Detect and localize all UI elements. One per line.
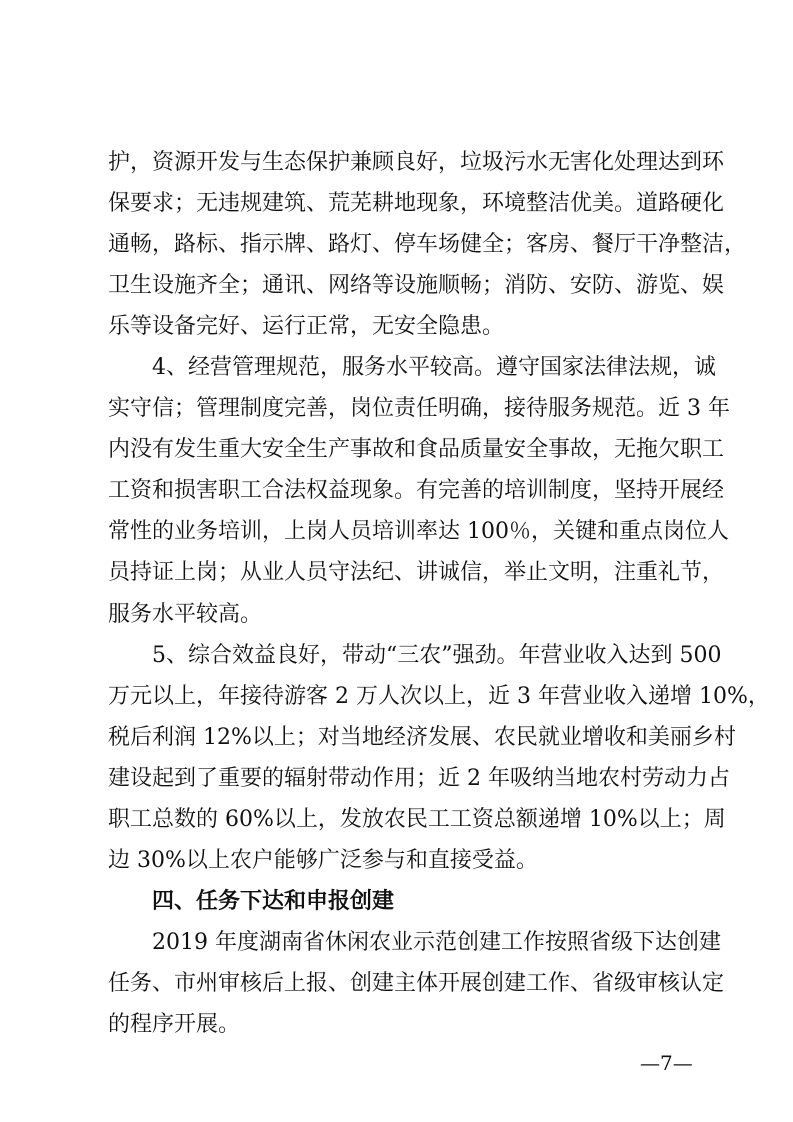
text-line: 常性的业务培训，上岗人员培训率达 100％，关键和重点岗位人 bbox=[108, 519, 729, 545]
text-line: 任务、市州审核后上报、创建主体开展创建工作、省级审核认定 bbox=[108, 970, 725, 996]
text-line: 建设起到了重要的辐射带动作用；近 2 年吸纳当地农村劳动力占 bbox=[108, 765, 730, 791]
text-line: 护，资源开发与生态保护兼顾良好，垃圾污水无害化处理达到环 bbox=[108, 150, 725, 175]
text-line: 乐等设备完好、运行正常，无安全隐患。 bbox=[108, 314, 505, 340]
text-line: 服务水平较高。 bbox=[108, 601, 263, 627]
text-line: 保要求；无违规建筑、荒芜耕地现象，环境整洁优美。道路硬化 bbox=[108, 191, 725, 217]
text-line: 内没有发生重大安全生产事故和食品质量安全事故，无拖欠职工 bbox=[108, 437, 725, 463]
text-line: 2019 年度湖南省休闲农业示范创建工作按照省级下达创建 bbox=[152, 929, 721, 955]
text-line: 5、综合效益良好，带动“三农”强劲。年营业收入达到 500 bbox=[152, 642, 722, 668]
text-line: 万元以上，年接待游客 2 万人次以上，近 3 年营业收入递增 10%， bbox=[108, 683, 770, 709]
text-line: 工资和损害职工合法权益现象。有完善的培训制度，坚持开展经 bbox=[108, 478, 725, 504]
text-line: 的程序开展。 bbox=[108, 1012, 241, 1037]
text-line: 员持证上岗；从业人员守法纪、讲诚信，举止文明，注重礼节， bbox=[108, 560, 725, 586]
text-line: 边 30%以上农户能够广泛参与和直接受益。 bbox=[108, 847, 538, 873]
text-line: 职工总数的 60%以上，发放农民工工资总额递增 10%以上；周 bbox=[108, 806, 726, 832]
section-heading: 四、任务下达和申报创建 bbox=[152, 888, 395, 914]
text-line: 实守信；管理制度完善，岗位责任明确，接待服务规范。近 3 年 bbox=[108, 396, 730, 422]
page-number: —7— bbox=[640, 1051, 693, 1075]
text-line: 通畅，路标、指示牌、路灯、停车场健全；客房、餐厅干净整洁， bbox=[108, 232, 747, 258]
text-line: 4、经营管理规范，服务水平较高。遵守国家法律法规，诚 bbox=[152, 355, 716, 381]
text-line: 税后利润 12%以上；对当地经济发展、农民就业增收和美丽乡村 bbox=[108, 724, 736, 750]
text-line: 卫生设施齐全；通讯、网络等设施顺畅；消防、安防、游览、娱 bbox=[108, 273, 725, 299]
